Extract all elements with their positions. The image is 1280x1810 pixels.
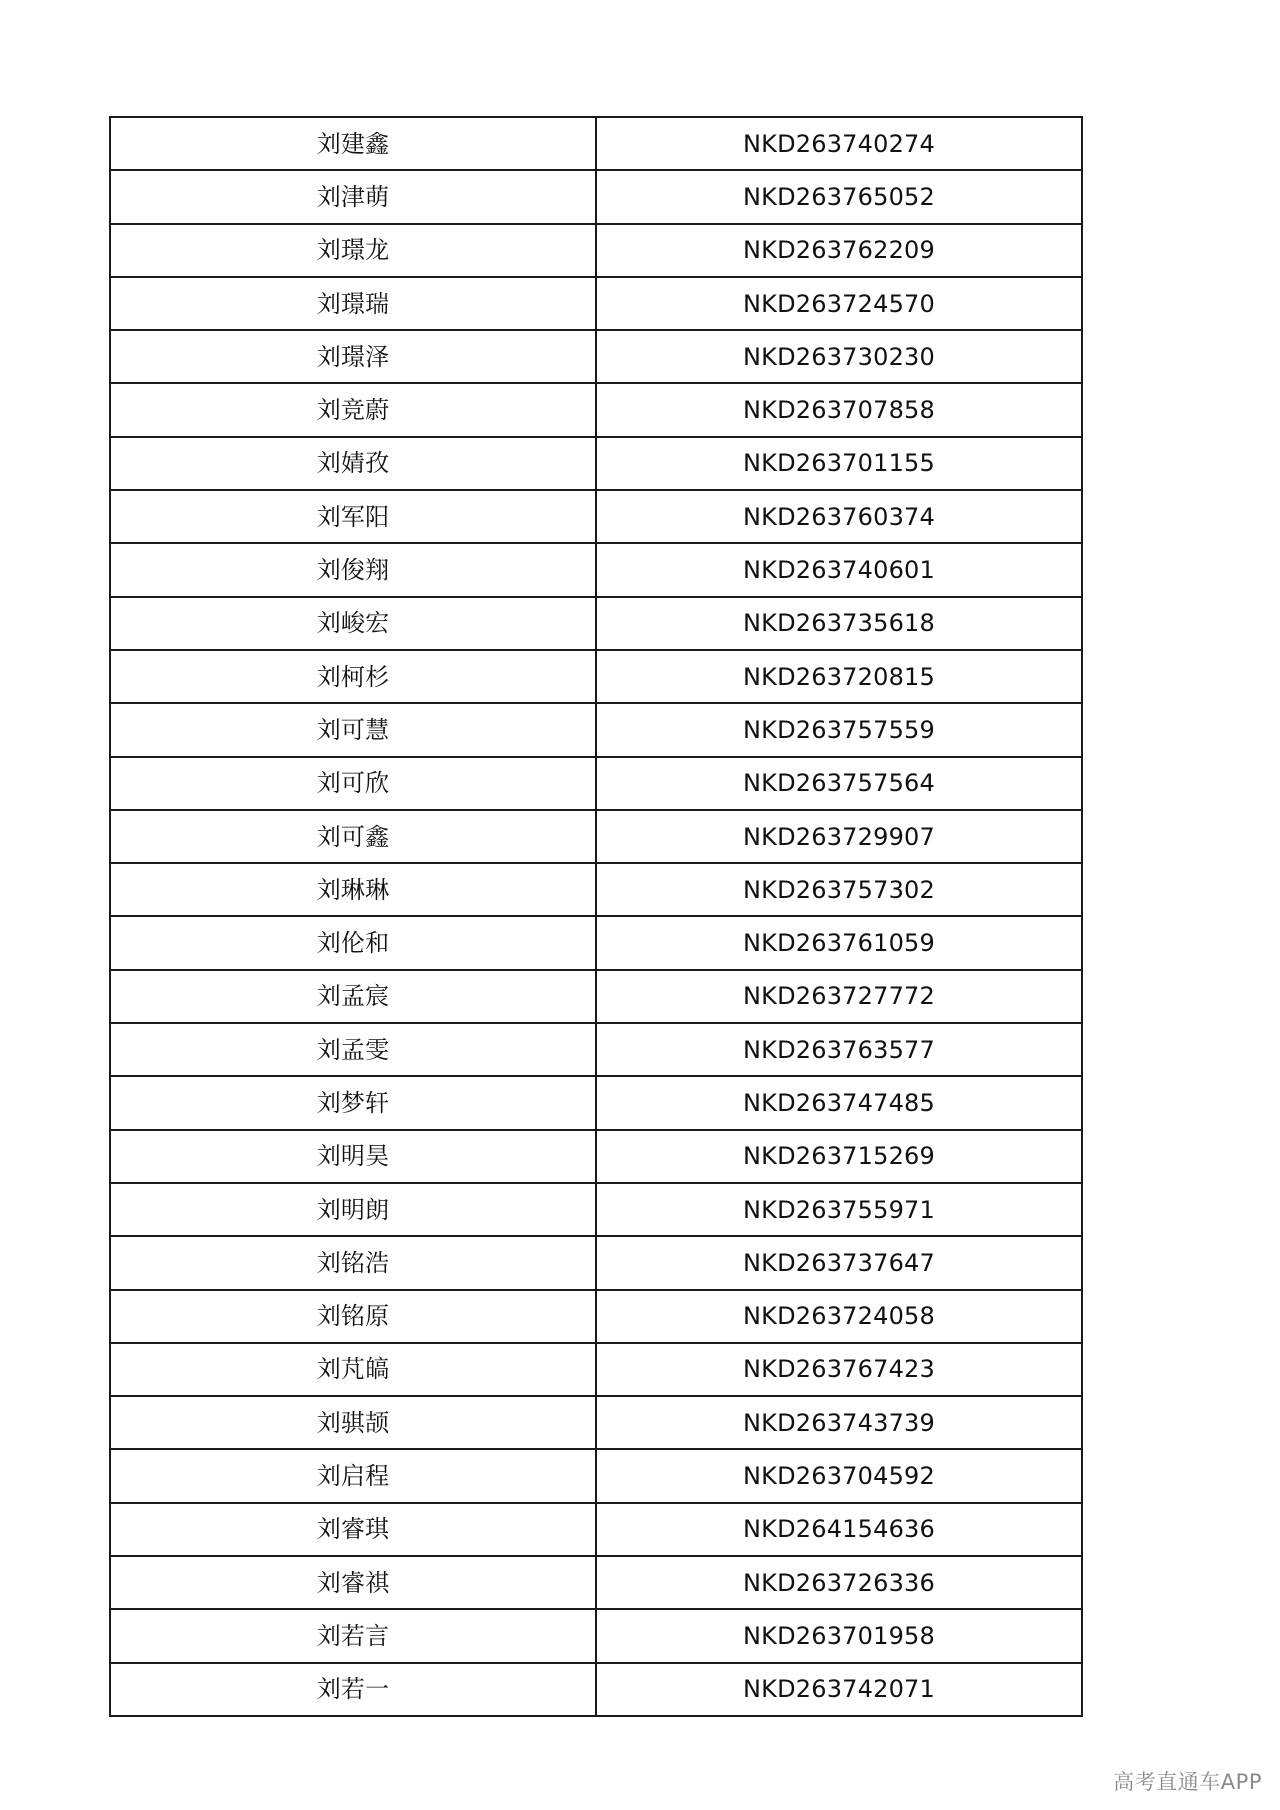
table-row [110, 863, 1082, 916]
registration-number-cell: NKD263704592 [596, 1449, 1082, 1502]
watermark-text: 高考直通车APP [1113, 1770, 1262, 1794]
registration-number-cell: NKD263740601 [596, 543, 1082, 596]
registration-number-cell: NKD263747485 [596, 1076, 1082, 1129]
registration-number-cell: NKD263757302 [596, 863, 1082, 916]
registration-number-cell: NKD264154636 [596, 1503, 1082, 1556]
registration-number-cell: NKD263726336 [596, 1556, 1082, 1609]
table-row [110, 277, 1082, 330]
table-row [110, 916, 1082, 969]
registration-number-cell: NKD263761059 [596, 916, 1082, 969]
registration-number-cell: NKD263743739 [596, 1396, 1082, 1449]
registration-number-cell: NKD263757564 [596, 757, 1082, 810]
roster-table [109, 116, 1083, 1717]
table-row [110, 1183, 1082, 1236]
roster-table-body [110, 117, 1082, 1716]
student-name-cell: 刘琳琳 [110, 863, 596, 916]
registration-number-cell: NKD263729907 [596, 810, 1082, 863]
student-name-cell: 刘骐颉 [110, 1396, 596, 1449]
student-name-cell: 刘孟雯 [110, 1023, 596, 1076]
registration-number-cell: NKD263763577 [596, 1023, 1082, 1076]
table-row [110, 1076, 1082, 1129]
registration-number-cell: NKD263724058 [596, 1290, 1082, 1343]
table-row [110, 1130, 1082, 1183]
table-row [110, 1396, 1082, 1449]
student-name-cell: 刘津萌 [110, 170, 596, 223]
table-row [110, 1663, 1082, 1716]
table-row [110, 703, 1082, 756]
student-name-cell: 刘睿祺 [110, 1556, 596, 1609]
table-row [110, 1023, 1082, 1076]
registration-number-cell: NKD263720815 [596, 650, 1082, 703]
student-name-cell: 刘竞蔚 [110, 383, 596, 436]
student-name-cell: 刘璟瑞 [110, 277, 596, 330]
student-name-cell: 刘孟宸 [110, 970, 596, 1023]
student-name-cell: 刘峻宏 [110, 597, 596, 650]
student-name-cell: 刘俊翔 [110, 543, 596, 596]
table-row [110, 1290, 1082, 1343]
table-row [110, 543, 1082, 596]
student-name-cell: 刘可鑫 [110, 810, 596, 863]
table-row [110, 970, 1082, 1023]
student-name-cell: 刘军阳 [110, 490, 596, 543]
table-row [110, 117, 1082, 170]
student-name-cell: 刘启程 [110, 1449, 596, 1502]
student-name-cell: 刘芃皜 [110, 1343, 596, 1396]
registration-number-cell: NKD263767423 [596, 1343, 1082, 1396]
registration-number-cell: NKD263724570 [596, 277, 1082, 330]
registration-number-cell: NKD263735618 [596, 597, 1082, 650]
student-name-cell: 刘明朗 [110, 1183, 596, 1236]
student-name-cell: 刘可欣 [110, 757, 596, 810]
student-name-cell: 刘铭原 [110, 1290, 596, 1343]
registration-number-cell: NKD263737647 [596, 1236, 1082, 1289]
registration-number-cell: NKD263715269 [596, 1130, 1082, 1183]
student-name-cell: 刘若一 [110, 1663, 596, 1716]
registration-number-cell: NKD263762209 [596, 224, 1082, 277]
registration-number-cell: NKD263727772 [596, 970, 1082, 1023]
student-name-cell: 刘睿琪 [110, 1503, 596, 1556]
registration-number-cell: NKD263755971 [596, 1183, 1082, 1236]
student-name-cell: 刘婧孜 [110, 437, 596, 490]
table-row [110, 1449, 1082, 1502]
student-name-cell: 刘铭浩 [110, 1236, 596, 1289]
registration-number-cell: NKD263707858 [596, 383, 1082, 436]
registration-number-cell: NKD263757559 [596, 703, 1082, 756]
table-row [110, 490, 1082, 543]
registration-number-cell: NKD263740274 [596, 117, 1082, 170]
registration-number-cell: NKD263730230 [596, 330, 1082, 383]
roster-sheet [109, 116, 1081, 1717]
registration-number-cell: NKD263765052 [596, 170, 1082, 223]
student-name-cell: 刘柯杉 [110, 650, 596, 703]
student-name-cell: 刘明昊 [110, 1130, 596, 1183]
registration-number-cell: NKD263742071 [596, 1663, 1082, 1716]
student-name-cell: 刘梦轩 [110, 1076, 596, 1129]
table-row [110, 1609, 1082, 1662]
student-name-cell: 刘璟龙 [110, 224, 596, 277]
table-row [110, 1236, 1082, 1289]
student-name-cell: 刘可慧 [110, 703, 596, 756]
table-row [110, 1556, 1082, 1609]
table-row [110, 330, 1082, 383]
table-row [110, 757, 1082, 810]
table-row [110, 1503, 1082, 1556]
student-name-cell: 刘若言 [110, 1609, 596, 1662]
table-row [110, 810, 1082, 863]
student-name-cell: 刘伦和 [110, 916, 596, 969]
registration-number-cell: NKD263701155 [596, 437, 1082, 490]
table-row [110, 383, 1082, 436]
table-row [110, 170, 1082, 223]
table-row [110, 597, 1082, 650]
registration-number-cell: NKD263701958 [596, 1609, 1082, 1662]
table-row [110, 224, 1082, 277]
table-row [110, 1343, 1082, 1396]
table-row [110, 650, 1082, 703]
student-name-cell: 刘建鑫 [110, 117, 596, 170]
registration-number-cell: NKD263760374 [596, 490, 1082, 543]
table-row [110, 437, 1082, 490]
student-name-cell: 刘璟泽 [110, 330, 596, 383]
